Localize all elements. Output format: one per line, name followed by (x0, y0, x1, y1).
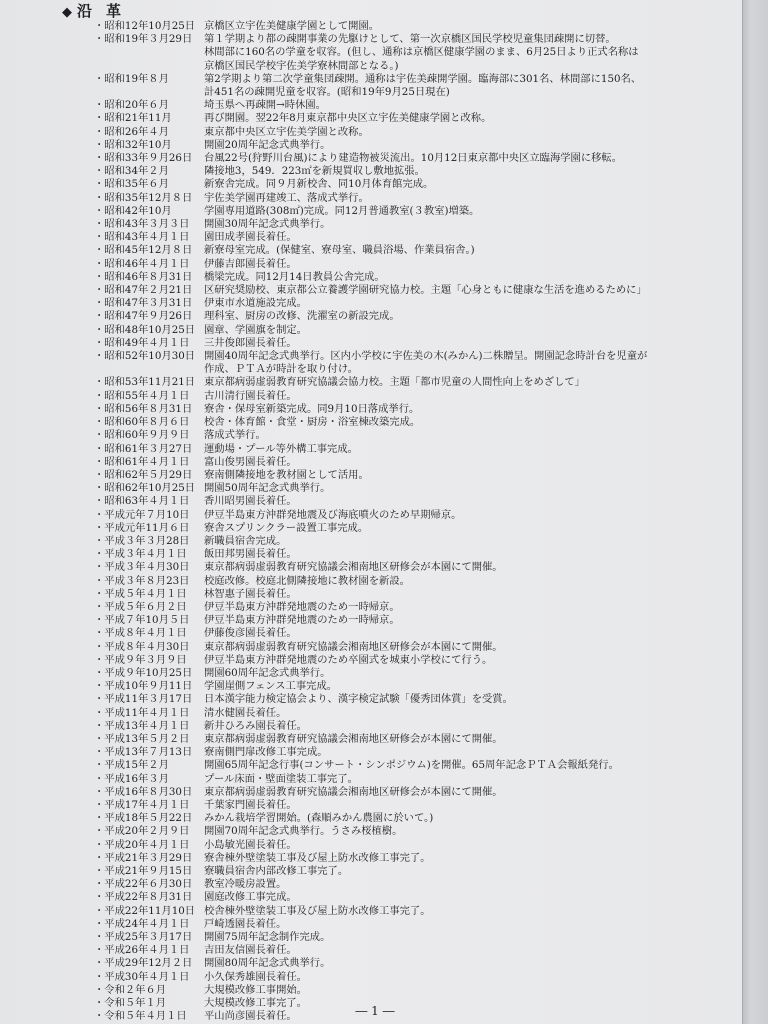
entry-date: ・昭和62年10月25日 (94, 482, 196, 495)
history-entry (94, 825, 712, 838)
entry-text: 東京都病弱虚弱教育研究協議会協力校。主題「都市児童の人間性向上をめざして」 (204, 376, 585, 389)
history-entry (94, 20, 712, 33)
entry-text: 校庭改修。校庭北側隣接地に教材園を新設。 (204, 574, 410, 587)
entry-date: ・昭和45年12月８日 (94, 244, 193, 257)
entry-text: 日本漢字能力検定協会より、漢字検定試験「優秀団体賞」を受賞。 (204, 693, 513, 706)
page-number: ― 1 ― (355, 1004, 395, 1018)
history-entry (94, 469, 712, 482)
entry-text: 伊東市水道施設完成。 (204, 297, 307, 310)
entry-date: ・平成７年10月５日 (94, 614, 190, 627)
entry-date: ・昭和42年10月 (94, 204, 172, 217)
history-entry (94, 759, 712, 772)
entry-text: 開園60周年記念式典挙行。 (204, 666, 331, 679)
entry-date: ・平成22年８月31日 (94, 891, 193, 904)
history-entry (94, 231, 712, 244)
history-list (94, 20, 712, 1023)
section-title-text: 沿革 (77, 2, 136, 20)
history-entry (94, 614, 712, 627)
entry-date: ・平成24年４月１日 (94, 917, 190, 930)
entry-text: 飯田邦男園長着任。 (204, 548, 297, 561)
entry-date: ・昭和26年４月 (94, 125, 169, 138)
history-entry (94, 297, 712, 310)
entry-text: 東京都病弱虚弱教育研究協議会湘南地区研修会が本園にて開催。 (204, 732, 503, 745)
entry-date: ・平成30年４月１日 (94, 970, 190, 983)
entry-date: ・平成20年２月９日 (94, 825, 190, 838)
entry-text: 台風22号(狩野川台風)により建造物被災流出。10月12日東京都中央区立臨海学園に移転。 (204, 152, 623, 165)
history-entry (94, 905, 712, 918)
entry-text: 運動場・プール等外構工事完成。 (204, 442, 358, 455)
history-entry (94, 812, 712, 825)
entry-text: 吉田友信園長着任。 (204, 944, 297, 957)
entry-text: 小島敏光園長着任。 (204, 838, 297, 851)
history-entry (94, 548, 712, 561)
entry-text: 小久保秀雄園長着任。 (204, 970, 307, 983)
entry-date: ・昭和49年４月１日 (94, 336, 190, 349)
entry-date: ・平成３年８月23日 (94, 574, 190, 587)
entry-text: 寮舎棟外壁塗装工事及び屋上防水改修工事完了。 (204, 851, 431, 864)
entry-date: ・昭和48年10月25日 (94, 323, 196, 336)
entry-text: 隣接地3，549．223㎡を新規買収し敷地拡張。 (204, 165, 425, 178)
history-entry (94, 561, 712, 574)
entry-text: 伊藤俊彦園長着任。 (204, 627, 297, 640)
entry-date: ・昭和55年４月１日 (94, 389, 190, 402)
history-entry (94, 416, 712, 429)
entry-text: 教室冷暖房設置。 (204, 878, 287, 891)
history-entry (94, 218, 712, 231)
entry-text: 大規模改修工事開始。 (204, 983, 307, 996)
entry-date: ・昭和19年８月 (94, 72, 169, 85)
entry-text: 東京都病弱虚弱教育研究協議会湘南地区研修会が本園にて開催。 (204, 640, 503, 653)
entry-text: 伊豆半島東方沖群発地震のため一時帰京。 (204, 600, 400, 613)
entry-text: 開園20周年記念式典挙行。 (204, 138, 331, 151)
entry-text: 東京都病弱虚弱教育研究協議会湘南地区研修会が本園にて開催。 (204, 561, 503, 574)
history-entry (94, 575, 712, 588)
entry-date: ・昭和43年３月３日 (94, 218, 190, 231)
history-entry (94, 482, 712, 495)
entry-date: ・昭和61年３月27日 (94, 442, 193, 455)
entry-date: ・平成13年５月２日 (94, 732, 190, 745)
history-entry (94, 654, 712, 667)
history-entry (94, 799, 712, 812)
entry-date: ・昭和52年10月30日 (94, 350, 196, 363)
entry-text: 大規模改修工事完了。 (204, 997, 307, 1010)
history-entry (94, 271, 712, 284)
entry-date: ・平成５年４月１日 (94, 587, 187, 600)
history-entry (94, 720, 712, 733)
history-entry (94, 99, 712, 112)
history-entry (94, 139, 712, 152)
entry-date: ・昭和60年９月９日 (94, 429, 190, 442)
entry-date: ・平成25年３月17日 (94, 931, 193, 944)
entry-text: 再び開園。翌22年8月東京都中央区立宇佐美健康学園と改称。 (204, 112, 492, 125)
entry-date: ・平成16年３月 (94, 772, 169, 785)
entry-date: ・平成15年２月 (94, 759, 169, 772)
entry-date: ・平成18年５月22日 (94, 812, 193, 825)
entry-date: ・昭和47年３月31日 (94, 297, 193, 310)
history-entry (94, 588, 712, 601)
entry-text: 理科室、厨房の改修、洗濯室の新設完成。 (204, 310, 400, 323)
entry-date: ・昭和53年11月21日 (94, 376, 196, 389)
entry-date: ・昭和35年12月８日 (94, 191, 193, 204)
history-entry (94, 707, 712, 720)
entry-date: ・平成20年４月１日 (94, 838, 190, 851)
entry-text: 古川清行園長着任。 (204, 389, 297, 402)
entry-text: 園章、学園旗を制定。 (204, 323, 307, 336)
history-entry (94, 192, 712, 205)
diamond-bullet-icon: ◆ (62, 5, 73, 20)
entry-date: ・平成26年４月１日 (94, 944, 190, 957)
entry-date: ・昭和34年２月 (94, 165, 169, 178)
entry-text: 寮舎・保母室新築完成。同9月10日落成挙行。 (204, 402, 420, 415)
entry-text: 京橋区立宇佐美健康学園として開園。 (204, 20, 380, 32)
history-entry (94, 627, 712, 640)
history-entry (94, 852, 712, 865)
entry-text: 橋梁完成。同12月14日教員公舎完成。 (204, 270, 385, 283)
entry-text: 宇佐美学園再建竣工、落成式挙行。 (204, 191, 369, 204)
entry-text: 園田成孝園長着任。 (204, 231, 297, 244)
entry-date: ・令和５年４月１日 (94, 1010, 187, 1023)
entry-text: 千葉家門園長着任。 (204, 798, 297, 811)
entry-date: ・昭和56年８月31日 (94, 402, 193, 415)
entry-text: 伊豆半島東方沖群発地震のため一時帰京。 (204, 614, 400, 627)
entry-date: ・平成22年６月30日 (94, 878, 193, 891)
history-entry (94, 957, 712, 970)
entry-date: ・昭和12年10月25日 (94, 20, 196, 32)
history-entry (94, 33, 712, 73)
entry-text: 学園崖側フェンス工事完成。 (204, 680, 338, 693)
history-entry (94, 680, 712, 693)
history-entry (94, 865, 712, 878)
history-entry (94, 509, 712, 522)
history-entry (94, 429, 712, 442)
entry-date: ・昭和35年６月 (94, 178, 169, 191)
history-entry (94, 891, 712, 904)
history-entry (94, 773, 712, 786)
entry-date: ・平成元年７月10日 (94, 508, 190, 521)
entry-text: 埼玉県へ再疎開→時休園。 (204, 99, 326, 112)
history-entry (94, 244, 712, 257)
section-title (62, 1, 135, 21)
entry-date: ・平成３年４月１日 (94, 548, 187, 561)
entry-date: ・昭和46年８月31日 (94, 270, 193, 283)
entry-text: 伊豆半島東方沖群発地震及び海底噴火のため早期帰京。 (204, 508, 462, 521)
history-entry (94, 984, 712, 997)
entry-text: 開園65周年記念行事(コンサート・シンポジウム)を開催。65周年記念ＰＴＡ会報紙発行。 (204, 759, 619, 772)
entry-text: 戸崎透園長着任。 (204, 917, 287, 930)
history-entry (94, 337, 712, 350)
history-entry (94, 535, 712, 548)
history-entry (94, 324, 712, 337)
entry-date: ・平成８年４月30日 (94, 640, 190, 653)
entry-text: 伊藤吉郎園長着任。 (204, 257, 297, 270)
entry-text: 新寮母室完成。(保健室、寮母室、職員浴場、作業員宿舎。) (204, 244, 475, 257)
entry-text: 伊豆半島東方沖群発地震のため卒園式を城東小学校にて行う。 (204, 653, 493, 666)
history-entry (94, 878, 712, 891)
entry-text: 開園50周年記念式典挙行。 (204, 482, 331, 495)
history-entry (94, 733, 712, 746)
entry-date: ・昭和20年６月 (94, 99, 169, 112)
entry-date: ・平成３年４月30日 (94, 561, 190, 574)
history-entry (94, 376, 712, 389)
entry-date: ・平成元年11月６日 (94, 521, 190, 534)
entry-text: 新寮舎完成。同９月新校舎、同10月体育館完成。 (204, 178, 434, 191)
entry-date: ・平成11年３月17日 (94, 693, 193, 706)
entry-date: ・昭和63年４月１日 (94, 495, 190, 508)
entry-text: 東京都病弱虚弱教育研究協議会湘南地区研修会が本園にて開催。 (204, 785, 503, 798)
history-entry (94, 495, 712, 508)
history-entry (94, 456, 712, 469)
history-entry (94, 667, 712, 680)
entry-date: ・昭和47年２月21日 (94, 284, 193, 297)
entry-text: 新職員宿舎完成。 (204, 534, 287, 547)
history-entry (94, 205, 712, 218)
entry-text: 富山俊男園長着任。 (204, 455, 297, 468)
entry-date: ・令和５年１月 (94, 997, 167, 1010)
entry-text: プール床面・壁面塗装工事完了。 (204, 772, 358, 785)
entry-date: ・昭和19年３月29日 (94, 33, 193, 46)
entry-text: 三井俊郎園長着任。 (204, 336, 297, 349)
entry-date: ・平成３年３月28日 (94, 534, 190, 547)
entry-text: 林智惠子園長着任。 (204, 587, 297, 600)
entry-date: ・平成11年４月１日 (94, 706, 190, 719)
entry-text: 新井ひろみ園長着任。 (204, 719, 307, 732)
entry-text: 校舎棟外壁塗装工事及び屋上防水改修工事完了。 (204, 904, 431, 917)
history-entry (94, 918, 712, 931)
entry-date: ・昭和32年10月 (94, 138, 172, 151)
history-entry (94, 403, 712, 416)
page-edge-shadow (742, 0, 768, 1024)
history-entry (94, 971, 712, 984)
entry-text: 香川昭男園長着任。 (204, 495, 297, 508)
history-entry (94, 601, 712, 614)
entry-date: ・平成13年７月13日 (94, 746, 193, 759)
entry-date: ・令和２年６月 (94, 983, 167, 996)
entry-text: 園庭改修工事完成。 (204, 891, 297, 904)
entry-text: 開園75周年記念制作完成。 (204, 931, 331, 944)
history-entry (94, 931, 712, 944)
entry-date: ・昭和33年９月26日 (94, 152, 193, 165)
entry-date: ・平成９年10月25日 (94, 666, 193, 679)
entry-date: ・平成21年３月29日 (94, 851, 193, 864)
history-entry (94, 350, 712, 376)
entry-date: ・平成８年４月１日 (94, 627, 187, 640)
entry-date: ・平成22年11月10日 (94, 904, 196, 917)
entry-text: 第１学期より都の疎開事業の先駆けとして、第一次京橋区国民学校児童集団疎開に切替。 林間部に160名の学童を収容。(但し、通称は京橋区健康学園のまま、6月25日より正式名称は 京橋区国民学校宇佐美学寮林間部となる。) (204, 33, 639, 72)
entry-text: 区研究奨励校、東京都公立養護学園研究協力校。主題「心身ともに健康な生活を進めるために」 (204, 284, 647, 297)
history-entry (94, 310, 712, 323)
entry-date: ・昭和62年５月29日 (94, 468, 193, 481)
entry-date: ・平成17年４月１日 (94, 798, 190, 811)
entry-text: 開園70周年記念式典挙行。うさみ桜植樹。 (204, 825, 403, 838)
entry-text: 東京都中央区立宇佐美学園と改称。 (204, 125, 369, 138)
history-entry (94, 152, 712, 165)
history-entry (94, 944, 712, 957)
history-entry (94, 165, 712, 178)
entry-text: 開園40周年記念式典挙行。区内小学校に宇佐美の木(みかん)二株贈呈。開園記念時計台を児童が 作成、ＰＴＡが時計を取り付け。 (204, 350, 648, 376)
entry-date: ・平成９年３月９日 (94, 653, 187, 666)
history-entry (94, 126, 712, 139)
entry-text: 開園80周年記念式典挙行。 (204, 957, 331, 970)
history-entry (94, 73, 712, 99)
history-entry (94, 390, 712, 403)
entry-date: ・昭和47年９月26日 (94, 310, 193, 323)
entry-text: 清水健園長着任。 (204, 706, 287, 719)
entry-date: ・平成29年12月２日 (94, 957, 193, 970)
entry-text: 第2学期より第二次学童集団疎開。通称は宇佐美疎開学園。臨海部に301名、林間部に150名、 計451名の疎開児童を収容。(昭和19年9月25日現在) (204, 72, 642, 99)
entry-date: ・平成21年９月15日 (94, 865, 193, 877)
entry-text: 寮南側門扉改修工事完成。 (204, 746, 328, 759)
entry-date: ・平成16年８月30日 (94, 785, 193, 798)
entry-date: ・平成13年４月１日 (94, 719, 190, 732)
history-entry (94, 258, 712, 271)
history-entry (94, 786, 712, 799)
history-entry (94, 522, 712, 535)
history-entry (94, 746, 712, 759)
entry-text: 寮舎スプリンクラー設置工事完成。 (204, 521, 369, 534)
entry-date: ・昭和21年11月 (94, 112, 172, 125)
entry-text: 学園専用道路(308㎡)完成。同12月普通教室(３教室)増築。 (204, 204, 480, 217)
history-entry (94, 112, 712, 125)
entry-date: ・昭和60年８月６日 (94, 416, 190, 429)
history-entry (94, 443, 712, 456)
entry-text: 寮職員宿舎内部改修工事完了。 (204, 865, 349, 877)
entry-date: ・平成10年９月11日 (94, 680, 193, 693)
history-entry (94, 641, 712, 654)
entry-text: 校舎・体育館・食堂・厨房・浴室棟改築完成。 (204, 416, 421, 429)
history-entry (94, 839, 712, 852)
entry-text: 寮南側隣接地を教材園として活用。 (204, 468, 369, 481)
entry-text: みかん栽培学習開始。(森順みかん農園に於いて。) (204, 812, 434, 825)
entry-text: 落成式挙行。 (204, 429, 266, 442)
entry-date: ・昭和43年４月１日 (94, 231, 190, 244)
history-entry (94, 284, 712, 297)
history-entry (94, 178, 712, 191)
entry-date: ・昭和61年４月１日 (94, 455, 190, 468)
entry-date: ・平成５年６月２日 (94, 600, 187, 613)
history-entry (94, 693, 712, 706)
entry-text: 平山尚彦園長着任。 (204, 1010, 297, 1023)
entry-date: ・昭和46年４月１日 (94, 257, 190, 270)
entry-text: 開園30周年記念式典挙行。 (204, 218, 331, 231)
